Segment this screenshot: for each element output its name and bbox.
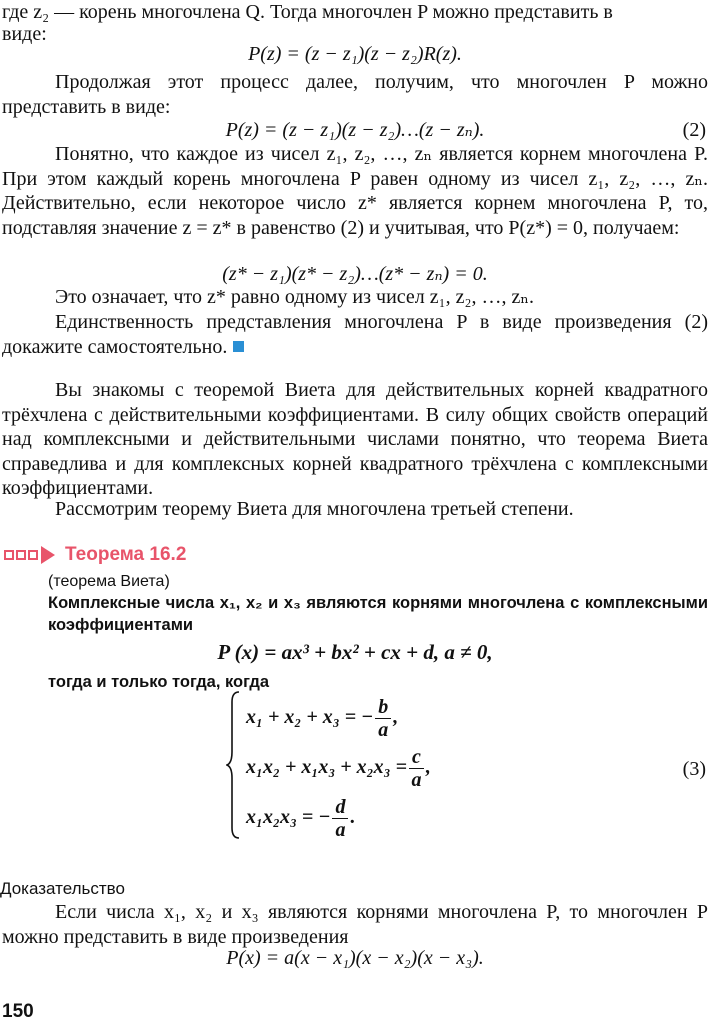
vieta-equation-3: x₁x₂x₃ = − $\frac{d}{a}$ . [246,796,356,841]
paragraph: Вы знакомы с теоремой Виета для действительных корней квадратного трёхчлена с действительными коэффициентами. В силу общих свойств операций над комплексными и действительными числами понятно, что теорема Виета справедлива и для комплексных корней квадратного трёхчлена с комплексными коэффициентами. [2,379,708,500]
vieta-equation-2: x₁x₂ + x₁x₃ + x₂x₃ = $\frac{c}{a}$ , [246,746,431,791]
proof-heading: Доказательство [0,879,125,898]
text-line: виде: [2,23,47,45]
left-brace-icon [226,690,240,840]
equation-number: (2) [682,119,706,141]
page-number: 150 [2,1001,34,1022]
paragraph: Продолжая этот процесс далее, получим, что многочлен P можно представить в виде: [2,71,708,118]
equation: P(x) = a(x − x₁)(x − x₂)(x − x₃). [226,947,484,969]
theorem-condition: тогда и только тогда, когда [48,673,270,691]
equation-number: (3) [682,758,706,780]
end-of-proof-icon [233,341,244,352]
theorem-header [4,542,186,568]
equation: P(z) = (z − z₁)(z − z₂)…(z − zₙ). [225,119,485,141]
paragraph: Это означает, что z* равно одному из чисел z₁, z₂, …, zₙ. [55,286,534,308]
theorem-subtitle: (теорема Виета) [48,573,170,590]
vieta-system [226,690,486,840]
equation: (z* − z₁)(z* − z₂)…(z* − zₙ) = 0. [222,263,488,285]
theorem-polynomial: P (x) = ax³ + bx² + cx + d, a ≠ 0, [217,640,493,664]
theorem-arrow-icon [4,546,55,564]
paragraph [2,310,708,359]
theorem-statement: Комплексные числа x₁, x₂ и x₃ являются корнями многочлена с комплексными коэффициентами [48,594,708,634]
paragraph: Если числа x₁, x₂ и x₃ являются корнями многочлена P, то многочлен P можно представить в виде произведения [2,901,708,948]
paragraph: Понятно, что каждое из чисел z₁, z₂, …, zₙ является корнем многочлена P. При этом каждый корень многочлена P равен одному из чисел z₁, z₂, …, zₙ. Действительно, если некоторое число z* является корнем многочлена P, то, подставляя значение z = z* в равенство (2) и учитывая, что P(z*) = 0, получаем: [2,143,708,239]
paragraph: Рассмотрим теорему Виета для многочлена третьей степени. [55,498,574,520]
equation: P(z) = (z − z₁)(z − z₂)R(z). [248,43,462,65]
paragraph-text: Единственность представления многочлена P в виде произведения (2) докажите самостоятельно. [2,311,708,358]
vieta-equation-1: x₁ + x₂ + x₃ = − $\frac{b}{a}$ , [246,696,399,741]
theorem-title: Теорема 16.2 [65,543,187,565]
text-line: где z₂ — корень многочлена Q. Тогда многочлен P можно представить в [2,1,613,23]
